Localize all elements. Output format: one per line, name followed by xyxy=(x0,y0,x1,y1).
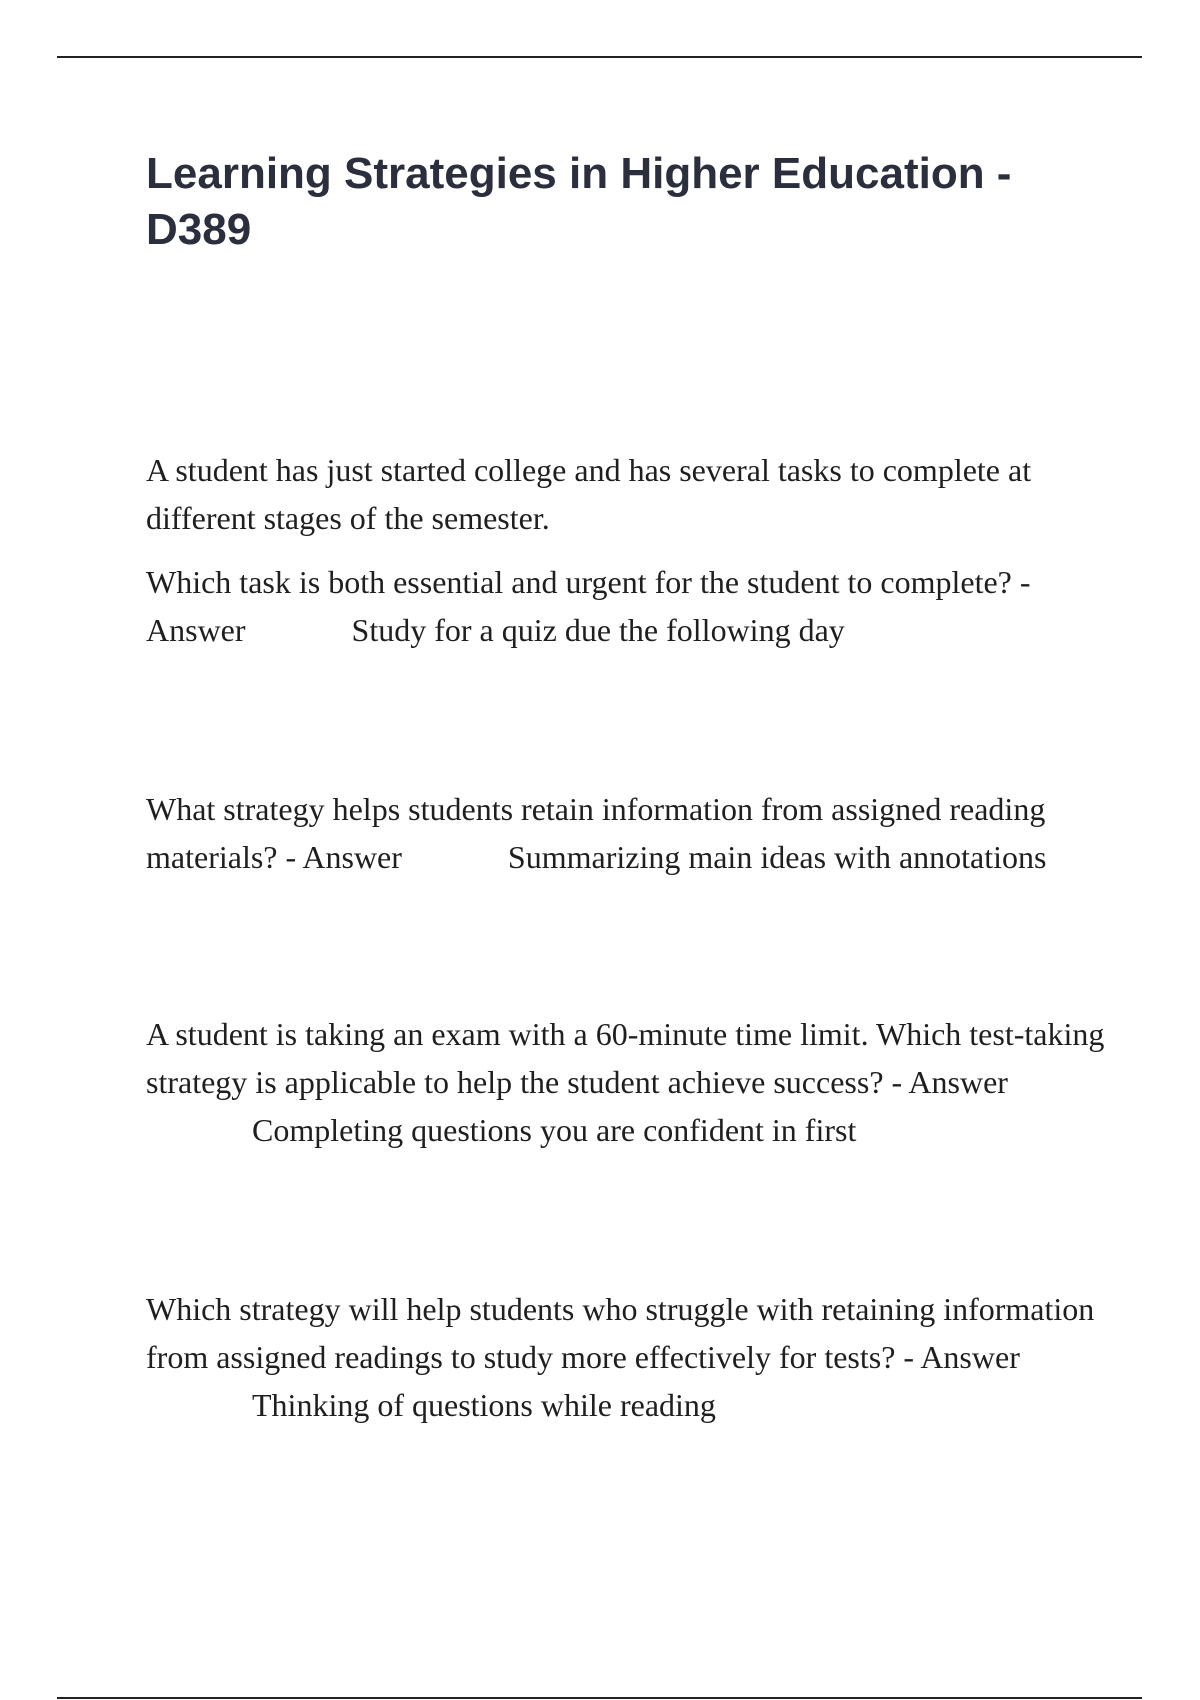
question-text: A student is taking an exam with a 60-minute time limit. Which test-taking strategy is applicable to help the student achieve success? - Answer xyxy=(146,1016,1105,1100)
answer-text: Thinking of questions while reading xyxy=(252,1387,716,1423)
qa-item xyxy=(146,446,1106,654)
question-intro: A student has just started college and has several tasks to complete at different stages of the semester. xyxy=(146,452,1032,536)
answer-text: Completing questions you are confident in first xyxy=(252,1112,857,1148)
question-text: Which task is both essential and urgent for the student to complete? - Answer xyxy=(146,564,1031,648)
qa-item xyxy=(146,1010,1106,1154)
answer-text: Summarizing main ideas with annotations xyxy=(507,839,1047,875)
question-answer xyxy=(146,785,1106,881)
bottom-divider xyxy=(57,1697,1142,1699)
question-answer xyxy=(146,1010,1106,1154)
question-text: What strategy helps students retain information from assigned reading materials? - Answer xyxy=(146,791,1046,875)
page-title: Learning Strategies in Higher Education - D389 xyxy=(146,149,1012,254)
question-answer xyxy=(146,558,1106,654)
top-divider xyxy=(57,56,1142,58)
qa-item xyxy=(146,785,1106,881)
qa-item xyxy=(146,1285,1106,1429)
question-answer xyxy=(146,1285,1106,1429)
answer-text: Study for a quiz due the following day xyxy=(351,612,845,648)
question-text: Which strategy will help students who struggle with retaining information from assigned readings to study more effectively for tests? - Answer xyxy=(146,1291,1095,1375)
